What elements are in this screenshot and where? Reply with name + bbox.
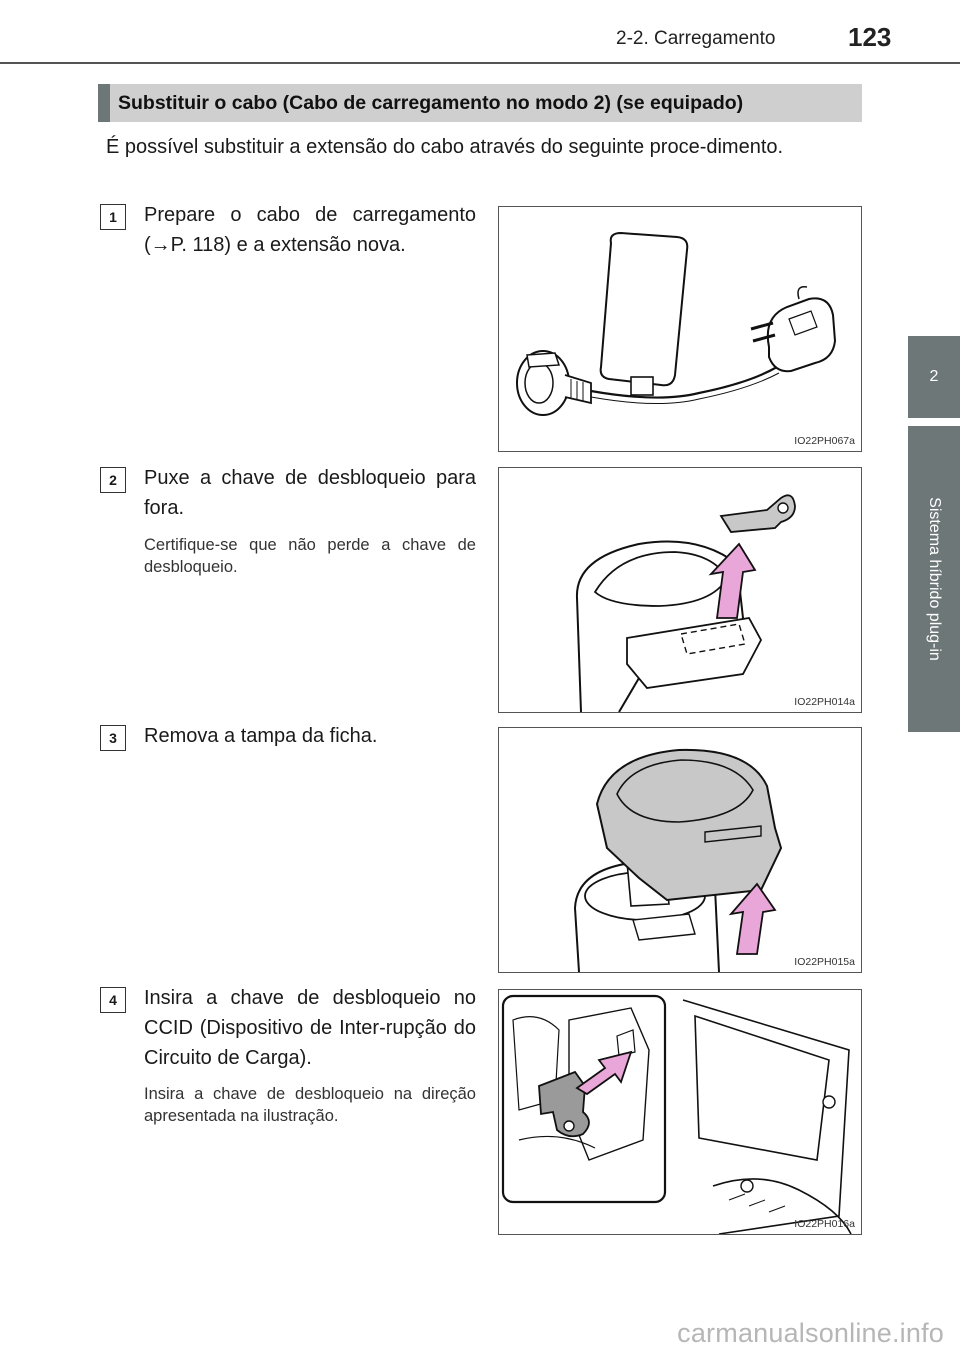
section-heading-text: Substituir o cabo (Cabo de carregamento no modo 2) (se equipado) — [118, 91, 744, 114]
figure-code: IO22PH067a — [794, 435, 855, 447]
step-4-text: Insira a chave de desbloqueio no CCID (Dispositivo de Inter-rupção do Circuito de Carga). — [144, 987, 476, 1069]
step-2-number: 2 — [109, 472, 117, 488]
step-2-badge — [100, 467, 126, 493]
figure-step-4 — [498, 989, 862, 1235]
unlock-key-icon — [721, 495, 795, 532]
step-3-badge — [100, 725, 126, 751]
running-header-section: 2-2. Carregamento — [616, 28, 776, 49]
schuko-plug-icon — [751, 287, 835, 371]
step-3-number: 3 — [109, 730, 117, 746]
page-number: 123 — [848, 22, 892, 52]
step-1-badge — [100, 204, 126, 230]
figure-step-1 — [498, 206, 862, 452]
chapter-tab-number[interactable] — [908, 336, 960, 418]
extension-socket-icon — [517, 351, 591, 415]
unlock-key-pull-illustration — [499, 468, 861, 712]
figure-step-2 — [498, 467, 862, 713]
header-rule — [0, 62, 960, 64]
step-3-text: Remova a tampa da ficha. — [144, 725, 378, 747]
step-1-text: Prepare o cabo de carregamento (→P. 118) e a extensão nova. — [144, 204, 476, 256]
step-1-number: 1 — [109, 209, 117, 225]
figure-step-3 — [498, 727, 862, 973]
chapter-title: Sistema híbrido plug-in — [926, 497, 943, 661]
section-heading — [98, 84, 862, 122]
watermark: carmanualsonline.info — [677, 1318, 944, 1348]
remove-plug-cap-illustration — [499, 728, 861, 972]
chapter-tab-title[interactable] — [908, 426, 960, 732]
step-4-number: 4 — [109, 992, 117, 1008]
figure-code: IO22PH014a — [794, 696, 855, 708]
inset-detail-icon — [503, 996, 665, 1202]
figure-code: IO22PH016a — [794, 1218, 855, 1230]
charging-cable-illustration — [499, 207, 861, 451]
step-4-note: Insira a chave de desbloqueio na direção apresentada na ilustração. — [144, 1085, 476, 1125]
step-4-badge — [100, 987, 126, 1013]
intro-paragraph: É possível substituir a extensão do cabo através do seguinte proce-dimento. — [106, 136, 784, 158]
figure-code: IO22PH015a — [794, 956, 855, 968]
chapter-number: 2 — [929, 368, 939, 385]
insert-unlock-key-illustration — [499, 990, 861, 1234]
step-2-note: Certifique-se que não perde a chave de desbloqueio. — [144, 536, 476, 576]
step-2-text: Puxe a chave de desbloqueio para fora. — [144, 467, 476, 519]
lift-arrow-icon — [731, 884, 775, 954]
